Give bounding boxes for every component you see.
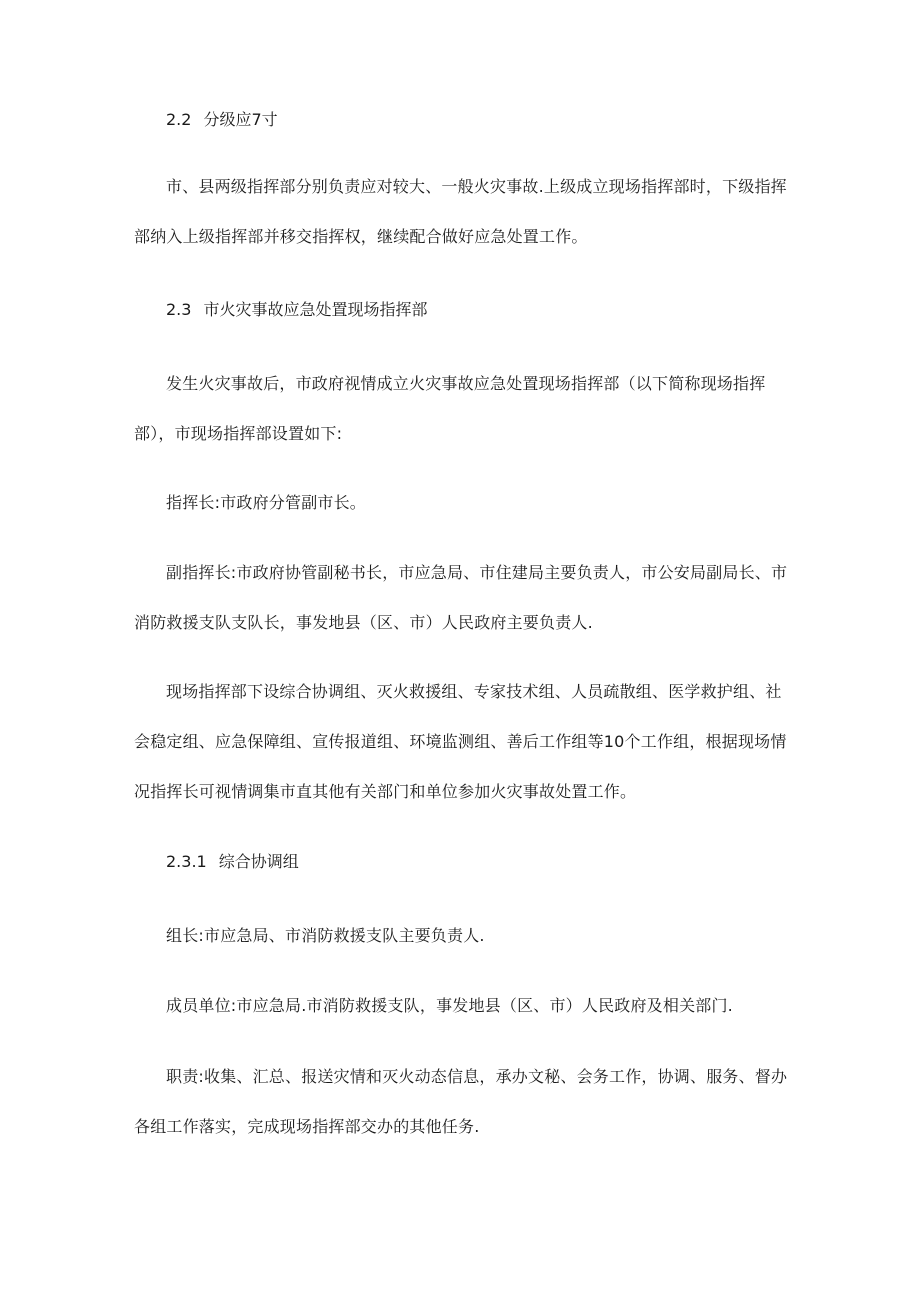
- paragraph: 市、县两级指挥部分别负责应对较大、一般火灾事故.上级成立现场指挥部时，下级指挥部纳入上级指挥部并移交指挥权，继续配合做好应急处置工作。: [134, 177, 787, 246]
- paragraph: 成员单位:市应急局.市消防救援支队，事发地县（区、市）人民政府及相关部门.: [166, 996, 733, 1015]
- paragraph: 组长:市应急局、市消防救援支队主要负责人.: [166, 926, 485, 945]
- section-title: 分级应7寸: [203, 110, 278, 129]
- section-title: 综合协调组: [218, 852, 299, 871]
- section-title: 市火灾事故应急处置现场指挥部: [203, 300, 428, 319]
- paragraph: 现场指挥部下设综合协调组、灭火救援组、专家技术组、人员疏散组、医学救护组、社会稳定组、应急保障组、宣传报道组、环境监测组、善后工作组等10个工作组，根据现场情况指挥长可视情调集市直其他有关部门和单位参加火灾事故处置工作。: [134, 682, 787, 801]
- paragraph: 指挥长:市政府分管副市长。: [166, 493, 366, 512]
- section-number: 2.3.1: [166, 852, 207, 871]
- section-number: 2.2: [166, 110, 192, 129]
- section-number: 2.3: [166, 300, 192, 319]
- section-heading-2-3-1: [166, 850, 299, 874]
- section-heading-2-2: [166, 108, 278, 132]
- section-heading-2-3: [166, 298, 427, 322]
- paragraph: 职责:收集、汇总、报送灾情和灭火动态信息，承办文秘、会务工作，协调、服务、督办各组工作落实，完成现场指挥部交办的其他任务.: [134, 1067, 788, 1136]
- paragraph: 发生火灾事故后，市政府视情成立火灾事故应急处置现场指挥部（以下简称现场指挥部），市现场指挥部设置如下:: [134, 374, 766, 443]
- paragraph: 副指挥长:市政府协管副秘书长，市应急局、市住建局主要负责人，市公安局副局长、市消防救援支队支队长，事发地县（区、市）人民政府主要负责人.: [134, 563, 788, 632]
